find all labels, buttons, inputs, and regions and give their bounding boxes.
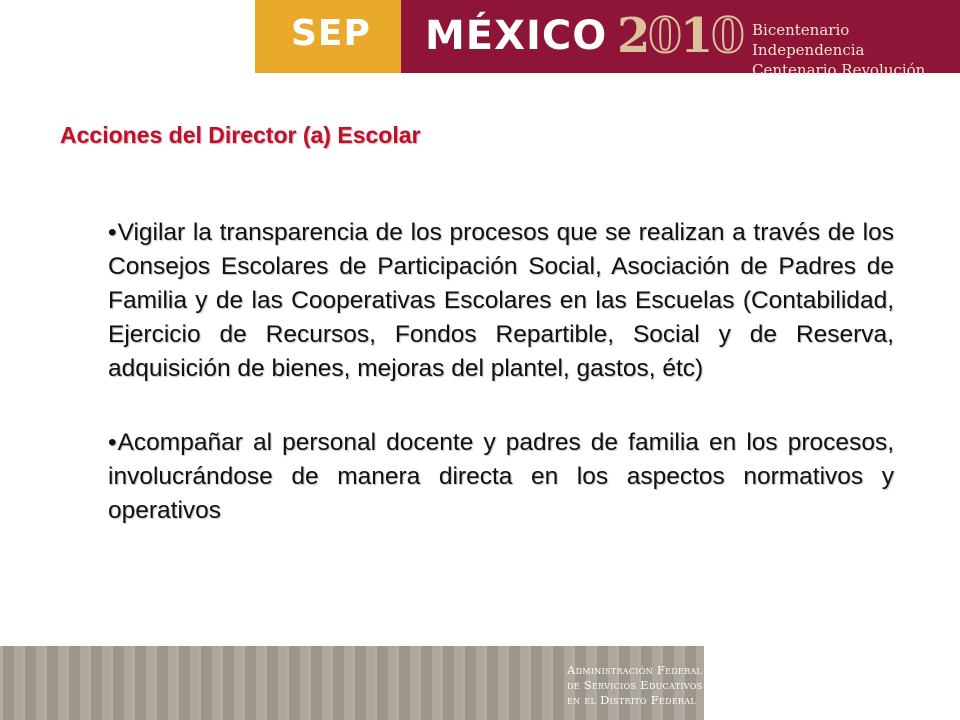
footer-blank-area [704,646,960,720]
year-2010-logo [617,8,743,64]
banner-blank-area [0,0,255,73]
bullet-list [108,216,894,528]
year-digit-1: 1 [679,8,712,64]
mexico-logo-text: MÉXICO [425,13,608,59]
bullet-text: Acompañar al personal docente y padres de familia en los procesos, involucrándose de manera directa en los aspectos normativos y operativos [108,429,894,524]
bullet-item-vigilar [108,216,894,386]
afsedf-line-3: en el Distrito Federal [567,693,697,707]
sep-logo: SEP [291,13,371,54]
year-digit-2: 2 [617,8,649,64]
bullet-item-acompanar [108,426,894,528]
bullet-icon: • [108,429,117,456]
header-banner [0,0,960,79]
tagline-line-2: Centenario Revolución [752,61,926,79]
year-digit-0-second: 0 [711,8,743,64]
year-digit-0: 0 [648,8,680,64]
afsedf-line-2: de Servicios Educativos [567,678,703,692]
tagline-line-1: Bicentenario Independencia [752,21,865,59]
bullet-text: Vigilar la transparencia de los procesos que se realizan a través de los Consejos Escolares de Participación Social, Asociación de Padres de Familia y de las Cooperativas Escolares en las Escuelas (Contabilidad, Ejercicio de Recursos, Fondos Repartible, Social y de Reserva, adquisición de bienes, mejoras del plantel, gastos, étc) [108,219,894,382]
afsedf-logo-text [567,663,702,708]
afsedf-line-1: Administración Federal [567,663,703,677]
bullet-icon: • [108,219,117,246]
slide-title: Acciones del Director (a) Escolar [60,122,421,148]
bicentenario-tagline [752,20,960,80]
